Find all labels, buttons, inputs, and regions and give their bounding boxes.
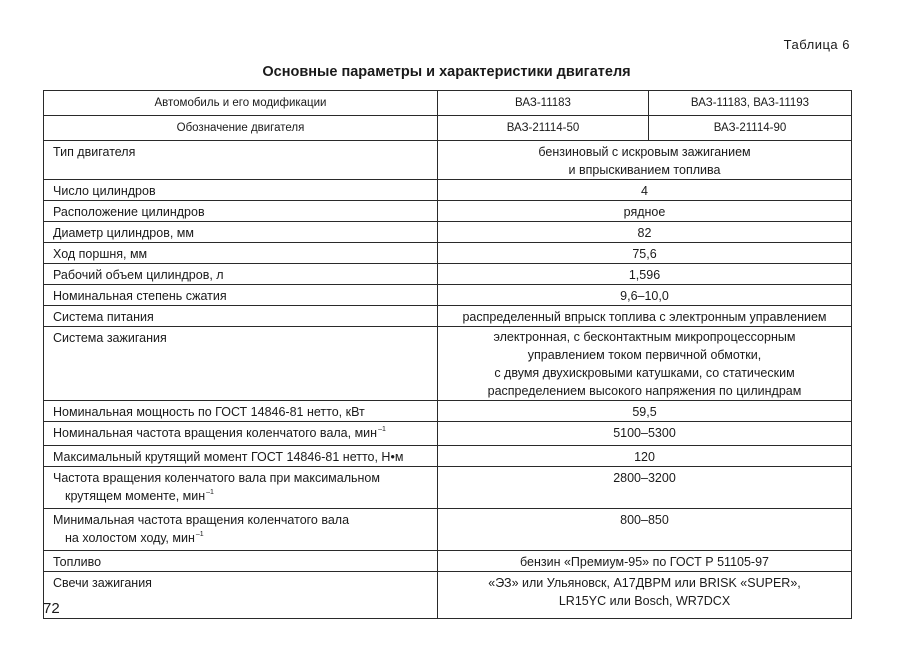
param-cell: Расположение цилиндров (44, 201, 438, 222)
value-cell (438, 327, 852, 401)
value-cell: 1,596 (438, 264, 852, 285)
table-row (44, 180, 852, 201)
param-cell: Число цилиндров (44, 180, 438, 201)
table-row (44, 243, 852, 264)
value-cell: 800–850 (438, 509, 852, 551)
engine-col1-cell: ВАЗ-21114-50 (438, 116, 649, 141)
value-line: LR15YC или Bosch, WR7DCX (558, 594, 731, 608)
param-cell: Система питания (44, 306, 438, 327)
param-text: на холостом ходу, мин (65, 531, 195, 545)
page-number: 72 (43, 600, 60, 617)
param-cell (44, 467, 438, 509)
value-cell: рядное (438, 201, 852, 222)
superscript: –1 (195, 531, 204, 538)
vehicle-label-cell: Автомобиль и его модификации (44, 91, 438, 116)
param-cell: Максимальный крутящий момент ГОСТ 14846-81 нетто, Н•м (44, 446, 438, 467)
param-cell: Диаметр цилиндров, мм (44, 222, 438, 243)
param-cell: Система зажигания (44, 327, 438, 401)
value-cell: 75,6 (438, 243, 852, 264)
table-row (44, 141, 852, 180)
value-cell: бензин «Премиум-95» по ГОСТ Р 51105-97 (438, 551, 852, 572)
table-row (44, 401, 852, 422)
table-row (44, 422, 852, 446)
table-row (44, 264, 852, 285)
table-row (44, 572, 852, 619)
param-cell: Ход поршня, мм (44, 243, 438, 264)
value-line: бензиновый с искровым зажиганием (538, 145, 751, 159)
value-cell: 5100–5300 (438, 422, 852, 446)
table-row-engine-designation (44, 116, 852, 141)
table-row (44, 285, 852, 306)
param-cell: Номинальная мощность по ГОСТ 14846-81 нетто, кВт (44, 401, 438, 422)
value-cell (438, 572, 852, 619)
param-cell: Тип двигателя (44, 141, 438, 180)
value-cell: 2800–3200 (438, 467, 852, 509)
table-row (44, 306, 852, 327)
table-row (44, 446, 852, 467)
value-line: распределением высокого напряжения по цилиндрам (487, 383, 802, 398)
param-cell: Рабочий объем цилиндров, л (44, 264, 438, 285)
value-cell: 82 (438, 222, 852, 243)
value-line: с двумя двухискровыми катушками, со статическим (494, 365, 795, 380)
vehicle-col1-cell: ВАЗ-11183 (438, 91, 649, 116)
value-line: и впрыскиванием топлива (568, 163, 721, 177)
engine-specs-table (43, 90, 852, 619)
param-text: крутящем моменте, мин (65, 489, 206, 503)
param-line (53, 487, 433, 508)
param-cell (44, 422, 438, 446)
param-cell: Номинальная степень сжатия (44, 285, 438, 306)
table-number-label: Таблица 6 (783, 37, 850, 52)
vehicle-col2-cell: ВАЗ-11183, ВАЗ-11193 (649, 91, 852, 116)
param-cell (44, 509, 438, 551)
param-line: Минимальная частота вращения коленчатого вала (53, 513, 350, 527)
table-row (44, 551, 852, 572)
table-row (44, 327, 852, 401)
value-cell: 59,5 (438, 401, 852, 422)
param-text: Номинальная частота вращения коленчатого вала, мин (53, 426, 378, 440)
value-line: электронная, с бесконтактным микропроцессорным (493, 329, 796, 344)
value-cell: распределенный впрыск топлива с электронным управлением (438, 306, 852, 327)
table-title: Основные параметры и характеристики двигателя (262, 64, 631, 80)
table-row (44, 467, 852, 509)
table-row (44, 201, 852, 222)
param-cell: Топливо (44, 551, 438, 572)
value-line: управлением током первичной обмотки, (527, 347, 762, 362)
value-cell: 9,6–10,0 (438, 285, 852, 306)
param-cell: Свечи зажигания (44, 572, 438, 619)
table-row-vehicle (44, 91, 852, 116)
param-line: Частота вращения коленчатого вала при максимальном (53, 471, 380, 485)
table-row (44, 509, 852, 551)
engine-col2-cell: ВАЗ-21114-90 (649, 116, 852, 141)
value-line: «ЭЗ» или Ульяновск, А17ДВРМ или BRISK «SUPER», (488, 576, 801, 590)
table-row (44, 222, 852, 243)
superscript: –1 (378, 426, 386, 433)
value-cell: 120 (438, 446, 852, 467)
param-line (53, 529, 433, 550)
value-cell (438, 141, 852, 180)
value-cell: 4 (438, 180, 852, 201)
superscript: –1 (206, 489, 214, 496)
engine-label-cell: Обозначение двигателя (44, 116, 438, 141)
